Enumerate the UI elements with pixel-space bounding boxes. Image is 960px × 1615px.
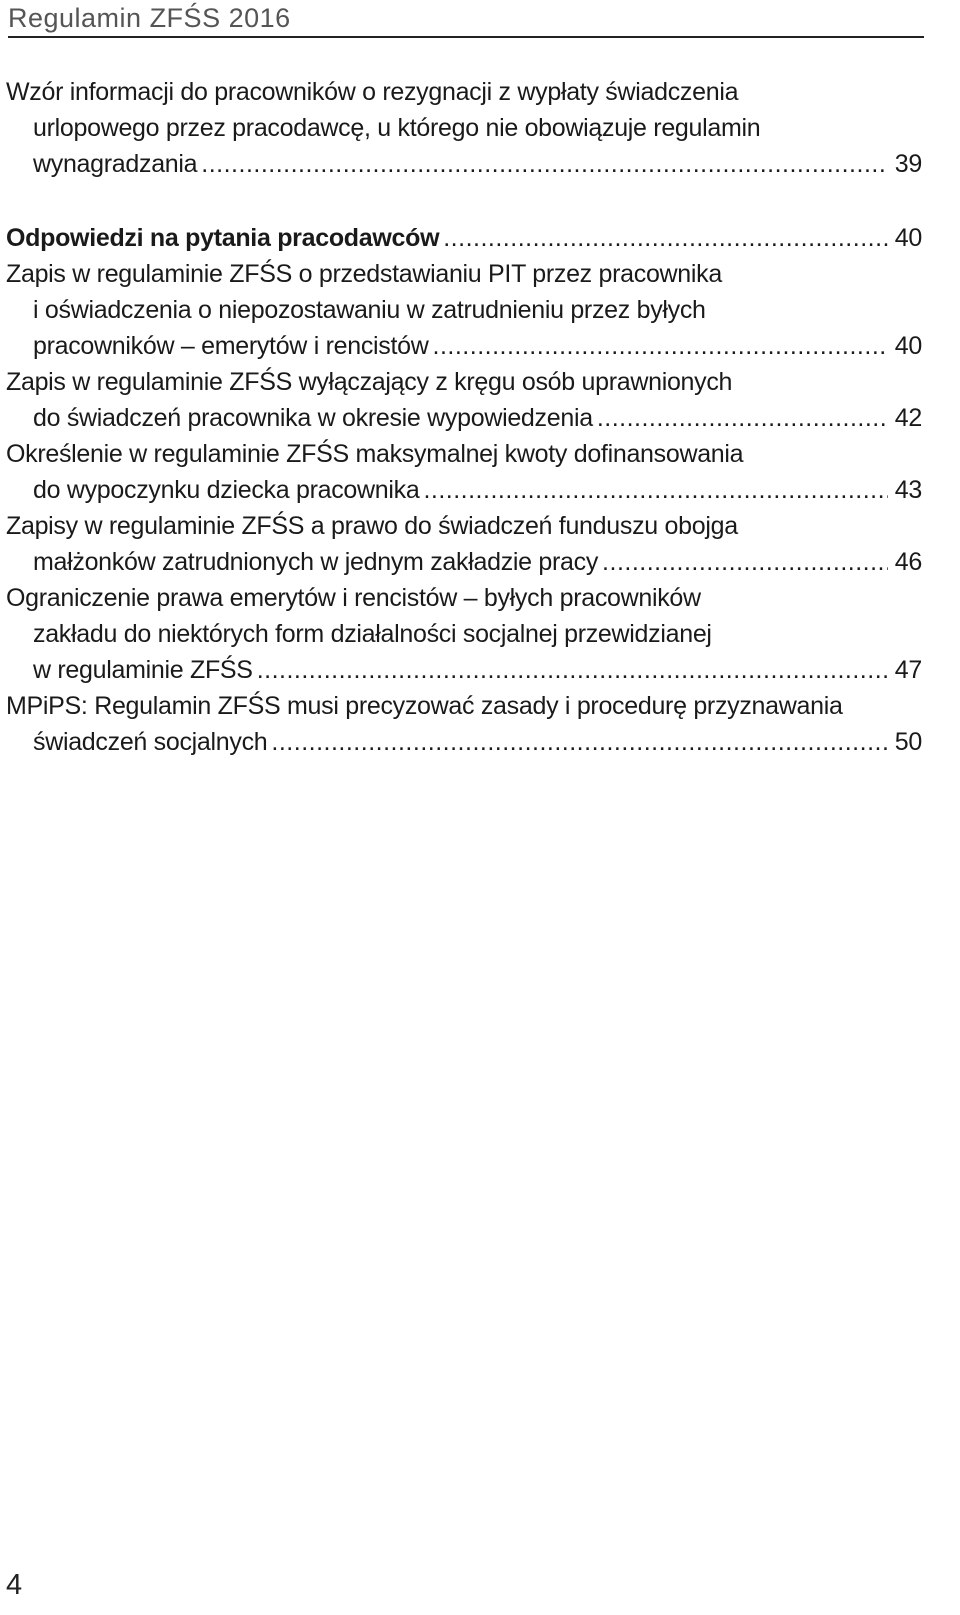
toc-entry-text: zakładu do niektórych form działalności socjalnej przewidzianej	[33, 620, 712, 648]
toc-entry-text: do wypoczynku dziecka pracownika	[33, 476, 420, 504]
running-header-title: Regulamin ZFŚS 2016	[8, 3, 291, 33]
toc-entry-text: do świadczeń pracownika w okresie wypowiedzenia	[33, 404, 593, 432]
toc-entry-line	[6, 652, 922, 688]
dot-leader	[602, 544, 888, 580]
toc-entry-text: pracowników – emerytów i rencistów	[33, 332, 429, 360]
toc-entry-text: wynagradzania	[33, 150, 198, 178]
toc-entry-text: Zapis w regulaminie ZFŚS o przedstawianiu PIT przez pracownika	[6, 260, 722, 288]
toc-entry-text: Wzór informacji do pracowników o rezygnacji z wypłaty świadczenia	[6, 78, 739, 106]
toc-entry-line	[6, 220, 922, 256]
toc-entry-text: świadczeń socjalnych	[33, 728, 268, 756]
toc-entry-text: Zapis w regulaminie ZFŚS wyłączający z kręgu osób uprawnionych	[6, 368, 733, 396]
toc-entry-line	[6, 580, 922, 616]
toc-section-odpowiedzi[interactable]	[6, 220, 922, 256]
toc-entry-line	[6, 400, 922, 436]
toc-entry-line	[6, 724, 922, 760]
page-folio-number: 4	[6, 1569, 23, 1601]
toc-page-number: 47	[894, 656, 922, 684]
toc-entry-text: Określenie w regulaminie ZFŚS maksymalnej kwoty dofinansowania	[6, 440, 744, 468]
toc-entry-line	[6, 616, 922, 652]
toc-page-number: 39	[894, 150, 922, 178]
toc-entry-line	[6, 256, 922, 292]
toc-entry-text: Ograniczenie prawa emerytów i rencistów – byłych pracowników	[6, 584, 701, 612]
dot-leader	[257, 652, 888, 688]
dot-leader	[597, 400, 888, 436]
toc-entry-wypowiedzenie[interactable]	[6, 364, 922, 436]
dot-leader	[423, 472, 888, 508]
toc-entry-pit[interactable]	[6, 256, 922, 364]
toc-entry-malzonkowie[interactable]	[6, 508, 922, 580]
toc-page-number: 40	[894, 224, 922, 252]
toc-entry-line	[6, 74, 922, 110]
toc-page-number: 43	[894, 476, 922, 504]
toc-page-number: 46	[894, 548, 922, 576]
toc-page-number: 40	[894, 332, 922, 360]
dot-leader	[433, 328, 888, 364]
dot-leader	[201, 146, 888, 182]
toc-entry-line	[6, 688, 922, 724]
toc-entry-text: w regulaminie ZFŚS	[33, 656, 253, 684]
toc-entry-text: Zapisy w regulaminie ZFŚS a prawo do świadczeń funduszu obojga	[6, 512, 738, 540]
toc-entry-emeryci-rencisci[interactable]	[6, 580, 922, 688]
dot-leader	[271, 724, 888, 760]
toc-entry-rezygnacja-swiadczenia-urlopowego[interactable]	[6, 74, 922, 182]
toc-entry-text: MPiPS: Regulamin ZFŚS musi precyzować zasady i procedurę przyznawania	[6, 692, 843, 720]
toc-entry-line	[6, 436, 922, 472]
toc-entry-line	[6, 328, 922, 364]
toc-entry-line	[6, 364, 922, 400]
toc-entry-line	[6, 508, 922, 544]
toc-entry-text: urlopowego przez pracodawcę, u którego nie obowiązuje regulamin	[33, 114, 761, 142]
toc-page-number: 42	[894, 404, 922, 432]
toc-entry-line	[6, 472, 922, 508]
dot-leader	[443, 220, 888, 256]
toc-entry-line	[6, 292, 922, 328]
toc-section-title: Odpowiedzi na pytania pracodawców	[6, 224, 440, 252]
toc-entry-line	[6, 110, 922, 146]
toc-entry-dofinansowanie-wypoczynku[interactable]	[6, 436, 922, 508]
table-of-contents	[6, 74, 922, 760]
toc-entry-text: małżonków zatrudnionych w jednym zakładzie pracy	[33, 548, 599, 576]
toc-entry-text: i oświadczenia o niepozostawaniu w zatrudnieniu przez byłych	[33, 296, 706, 324]
toc-entry-line	[6, 544, 922, 580]
toc-entry-line	[6, 146, 922, 182]
running-header	[8, 0, 924, 38]
toc-entry-mpips[interactable]	[6, 688, 922, 760]
toc-page-number: 50	[894, 728, 922, 756]
